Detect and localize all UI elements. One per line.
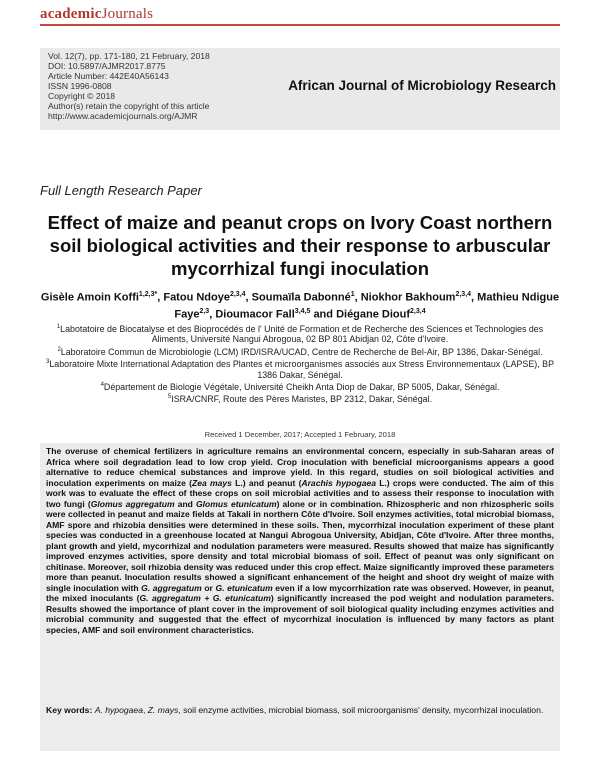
abstract-box: [40, 443, 560, 751]
abstract-segment: ) alone or in combination. Rhizospheric and non rhizospheric soils were collected in peanut and maize fields at Takali in northern Côte d'Ivoire. Soil enzymes activities, total microbial biomass, AMF spore and rhizobia densities were determined in these soils. Then, mycorrhizal inoculation experiment of these plant species was conducted in a greenhouse located at Nangui Abrogoua University, Abidjan, Côte d'Ivoire. After three months, plant growth and yield, mycorrhizal and nodulation parameters were measured. Results showed that maize has significantly improved enzymes activities, spore density and total microbial biomass of soil. Effect of peanut was only significant on chitinase. Moreover, soil rhizobia density was reduced under this crop effect. Maize significantly improved these parameters more than peanut. Inoculation results showed a significant enhancement of the height and shoot dry weight of maize with single inoculation with: [46, 498, 555, 593]
author-affil-sup: 2,3,4: [229, 291, 246, 298]
author-affil-sup: 1,2,3*: [138, 291, 158, 298]
affiliation-text: Laboratoire Commun de Microbiologie (LCM) IRD/ISRA/UCAD, Centre de Recherche de Bel-Air, BP 1386, Dakar-Sénégal.: [60, 346, 543, 357]
affiliation-item: [40, 357, 560, 380]
meta-copyright: Copyright © 2018: [48, 91, 116, 101]
author-name: Soumaïla Dabonné: [251, 291, 351, 304]
author-affil-sup: 1: [350, 291, 355, 298]
keyword-rest: , soil enzyme activities, microbial biomass, soil microorganisms' density, mycorrhizal inoculation.: [178, 705, 544, 715]
author-list: Gisèle Amoin Koffi$^{1,2,3*}$, Fatou Ndoye$^{2,3,4}$, Soumaïla Dabonné$^1$, Niokhor Bakhoum$^{2,3,4}$, Mathieu Ndigue Faye$^{2,3}$, Dioumacor Fall$^{3,4,5}$ and Diégane Diouf$^{2,3,4}$: [40, 291, 560, 321]
author-name: Mathieu Ndigue Faye: [174, 291, 560, 321]
author-affil-sup: 2,3,4: [410, 307, 426, 315]
meta-url[interactable]: http://www.academicjournals.org/AJMR: [48, 111, 198, 121]
paper-title: Effect of maize and peanut crops on Ivory Coast northern soil biological activities and their response to arbuscular mycorrhizal fungi inoculation: [47, 212, 553, 279]
paper-type: Full Length Research Paper: [40, 183, 202, 198]
affiliation-sup: 5: [167, 394, 172, 401]
author-and: and: [313, 308, 333, 321]
keyword-item: A. hypogaea: [94, 705, 143, 715]
meta-issn: ISSN 1996-0808: [48, 81, 112, 91]
keyword-item: Z. mays: [147, 705, 179, 715]
abstract-species: Glomus aggregatum: [90, 498, 175, 509]
author-name: Dioumacor Fall: [215, 308, 295, 321]
abstract-text: [46, 446, 554, 635]
affiliation-sup: 3: [45, 359, 50, 366]
author-name: Diégane Diouf: [336, 308, 411, 321]
affiliation-item: [40, 380, 560, 392]
abstract-species: G. etunicatum: [215, 582, 273, 593]
meta-volume: Vol. 12(7), pp. 171-180, 21 February, 2018: [48, 51, 210, 61]
affiliation-list: [40, 322, 560, 405]
journal-logo: [40, 6, 153, 23]
abstract-segment: The overuse of chemical fertilizers in agriculture remains an environmental concern, especially in sub-Saharan areas of Africa where soil degradation lead to low crop yield. Crop inoculation with beneficial microorganisms appears a good alternative to reduce chemical substances and improve yield. In this regard, studies on soil biological activities and inoculation experiments on maize (: [46, 446, 554, 488]
affiliation-text: Laboratoire Mixte International Adaptation des Plantes et microorganismes associés aux Stress Environnementaux (LAPSE), BP 1386 Dakar, Sénégal.: [49, 359, 554, 380]
keyword-separator: ,: [142, 705, 148, 715]
abstract-species: Zea mays: [192, 477, 232, 488]
author-name: Fatou Ndoye: [163, 291, 230, 304]
abstract-segment: even if a low mycorrhization rate was observed. However, in peanut, the mixed inoculants (: [46, 582, 554, 603]
author-affil-sup: 2,3,4: [455, 291, 472, 298]
meta-article-number: Article Number: 442E40A56143: [48, 71, 169, 81]
abstract-species: G. aggregatum: [141, 582, 202, 593]
meta-lines: [48, 51, 210, 121]
logo-text-journals: Journals: [101, 6, 154, 22]
affiliation-sup: 4: [100, 381, 104, 388]
abstract-segment: ) significantly increased the pod weight and nodulation parameters. Results showed the importance of plant cover in the improvement of soil biological quality including enzymes activities and microbial community and suggested that the effect of mycorrhizal inoculation is influenced by many factors as plant species, AMF and soil environment characteristics.: [46, 593, 555, 635]
affiliation-sup: 2: [57, 346, 61, 353]
affiliation-item: [40, 392, 560, 404]
abstract-segment: or: [201, 582, 216, 593]
abstract-segment: L.) crops were conducted. The aim of this work was to evaluate the effect of these crops on soil microbial activities and to assess their response to inoculation with two fungi (: [46, 477, 554, 509]
article-meta-box: [40, 48, 560, 130]
abstract-species: G. aggregatum + G. etunicatum: [139, 593, 271, 603]
header-rule: [40, 24, 560, 26]
received-dates: Received 1 December, 2017; Accepted 1 February, 2018: [204, 430, 396, 439]
affiliation-text: ISRA/CNRF, Route des Pères Maristes, BP 2312, Dakar, Sénégal.: [171, 394, 433, 405]
abstract-segment: and: [174, 498, 197, 509]
author-name: Gisèle Amoin Koffi: [40, 291, 139, 304]
abstract-species: Glomus etunicatum: [196, 498, 277, 509]
author-affil-sup: 3,4,5: [294, 307, 311, 315]
affiliation-text: Département de Biologie Végétale, Université Cheikh Anta Diop de Dakar, BP 5005, Dakar, Sénégal.: [103, 381, 500, 392]
meta-rights: Author(s) retain the copyright of this article: [48, 101, 210, 111]
affiliation-item: [40, 345, 560, 357]
keywords: [46, 705, 554, 716]
keywords-label: Key words:: [46, 705, 93, 715]
affiliation-text: Labotatoire de Biocatalyse et des Bioprocédés de l' Unité de Formation et de Recherche des Sciences et Technologies des Aliments, Université Nangui Abrogoua, 02 BP 801 Abidjan 02, Côte d'Ivoire.: [60, 323, 544, 345]
author-name: Niokhor Bakhoum: [360, 291, 456, 304]
abstract-species: Arachis hypogaea: [301, 477, 376, 488]
affiliation-item: [40, 322, 560, 345]
meta-doi: DOI: 10.5897/AJMR2017.8775: [48, 61, 166, 71]
journal-name: African Journal of Microbiology Research: [288, 78, 556, 93]
author-affil-sup: 2,3: [199, 307, 210, 315]
affiliation-sup: 1: [56, 324, 61, 330]
logo-text-academic: academic: [40, 6, 102, 22]
abstract-segment: L.) and peanut (: [231, 477, 302, 488]
